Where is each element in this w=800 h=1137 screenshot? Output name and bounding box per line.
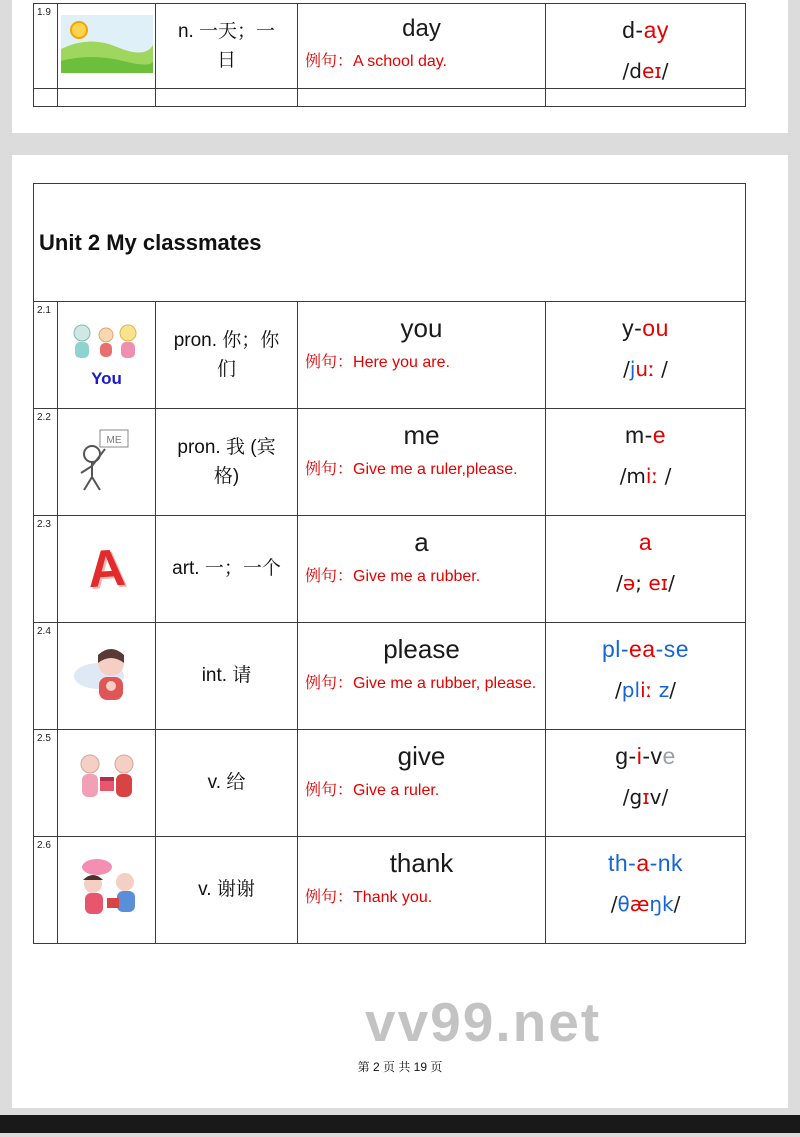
- word-meaning: pron. 我 (宾格): [177, 436, 276, 487]
- example-text: Give me a ruler,please.: [353, 461, 518, 478]
- meaning-cell: [156, 409, 298, 516]
- word-meaning: int. 请: [201, 665, 252, 687]
- word-spelling: pl-ea-se: [601, 636, 690, 662]
- row-index-cell: [34, 837, 58, 944]
- row-index: 2.5: [37, 733, 51, 744]
- example-sentence: [298, 665, 545, 694]
- word-image-cell: [58, 623, 156, 730]
- phonetic-transcription: /miː /: [619, 464, 672, 488]
- vocab-row: [34, 837, 746, 944]
- word: you: [400, 313, 443, 343]
- phonetic-transcription: /gɪv/: [622, 785, 669, 809]
- word: me: [403, 420, 440, 450]
- word-image-cell: [58, 4, 156, 89]
- unit-header-cell: [34, 184, 746, 302]
- word-cell: [298, 516, 546, 623]
- word: give: [397, 741, 446, 771]
- word-image-cell: [58, 730, 156, 837]
- row-index-cell: [34, 4, 58, 89]
- example-sentence: [298, 772, 545, 801]
- unit-title: Unit 2 My classmates: [39, 229, 262, 255]
- example-sentence: [298, 451, 545, 480]
- word-cell: [298, 623, 546, 730]
- example-label: 例句：: [305, 782, 354, 799]
- word-cell: [298, 409, 546, 516]
- example-text: Give a ruler.: [353, 782, 440, 799]
- pleading-woman-illustration: [71, 642, 143, 706]
- meaning-cell: [156, 516, 298, 623]
- phonetic-transcription: /θæŋk/: [610, 892, 681, 916]
- empty-row: [34, 89, 746, 107]
- word-meaning: pron. 你；你们: [173, 329, 280, 380]
- phonetic-transcription: /ə; eɪ/: [616, 571, 675, 595]
- watermark: vv99.net: [365, 991, 602, 1053]
- phonetic-transcription: /juː /: [623, 357, 668, 381]
- vocab-row: [34, 730, 746, 837]
- pronunciation-cell: [546, 302, 746, 409]
- phonetic-transcription: /pliː z/: [615, 678, 676, 702]
- word-spelling: g-i-ve: [615, 743, 676, 769]
- meaning-cell: [156, 623, 298, 730]
- row-index-cell: [34, 409, 58, 516]
- meaning-cell: [156, 4, 298, 89]
- word: thank: [389, 848, 454, 878]
- row-index: 2.4: [37, 626, 51, 637]
- example-sentence: [298, 344, 545, 373]
- row-index: 2.1: [37, 305, 51, 316]
- vocab-row: [34, 302, 746, 409]
- example-text: Here you are.: [353, 354, 450, 371]
- me-sign-text: ME: [106, 434, 121, 446]
- word-spelling: a: [638, 529, 653, 555]
- word-image-cell: [58, 409, 156, 516]
- vocab-row: [34, 4, 746, 89]
- word-meaning: n. 一天；一日: [177, 20, 276, 71]
- word-meaning: art. 一；一个: [172, 558, 281, 580]
- example-label: 例句：: [305, 675, 354, 692]
- vocab-row: [34, 623, 746, 730]
- word-spelling: d-ay: [622, 17, 669, 43]
- word-spelling: y-ou: [622, 315, 669, 341]
- row-index-cell: [34, 730, 58, 837]
- word-cell: [298, 302, 546, 409]
- word-image-cell: [58, 516, 156, 623]
- word: day: [402, 15, 441, 42]
- example-label: 例句：: [305, 354, 354, 371]
- pronunciation-cell: [546, 4, 746, 89]
- viewer-bottom-bar: [0, 1115, 800, 1133]
- children-giving-gift-illustration: [74, 749, 140, 813]
- row-index-cell: [34, 623, 58, 730]
- example-label: 例句：: [305, 53, 354, 70]
- row-index-cell: [34, 302, 58, 409]
- pronunciation-cell: [546, 837, 746, 944]
- word-cell: [298, 730, 546, 837]
- page-number-footer: 第 2 页 共 19 页: [357, 1060, 443, 1074]
- row-index-cell: [34, 516, 58, 623]
- children-thanking-illustration: [67, 857, 147, 919]
- example-text: A school day.: [353, 53, 447, 70]
- red-letter-a-illustration: A: [85, 538, 128, 600]
- row-index: 2.2: [37, 412, 51, 423]
- example-text: Thank you.: [353, 889, 433, 906]
- pronunciation-cell: [546, 516, 746, 623]
- example-text: Give me a rubber.: [353, 568, 481, 585]
- word-meaning: v. 谢谢: [198, 879, 255, 901]
- word: please: [383, 634, 460, 664]
- example-sentence: [298, 879, 545, 908]
- stick-figure-me-sign-illustration: [72, 427, 142, 493]
- vocab-row: [34, 516, 746, 623]
- word: a: [414, 527, 429, 557]
- meaning-cell: [156, 302, 298, 409]
- word-cell: [298, 4, 546, 89]
- example-label: 例句：: [305, 461, 354, 478]
- word-spelling: th-a-nk: [607, 850, 684, 876]
- word-cell: [298, 837, 546, 944]
- example-label: 例句：: [305, 889, 354, 906]
- vocab-table-unit2: [33, 183, 746, 944]
- example-sentence: [298, 43, 545, 72]
- unit-header-row: [34, 184, 746, 302]
- word-image-cell: [58, 302, 156, 409]
- row-index: 2.3: [37, 519, 51, 530]
- example-text: Give me a rubber, please.: [353, 675, 537, 692]
- pronunciation-cell: [546, 623, 746, 730]
- vocab-table-page1: [33, 3, 746, 107]
- sunrise-landscape-illustration: [61, 15, 153, 73]
- row-index: 2.6: [37, 840, 51, 851]
- vocab-row: [34, 409, 746, 516]
- word-meaning: v. 给: [207, 772, 246, 794]
- meaning-cell: [156, 837, 298, 944]
- pronunciation-cell: [546, 409, 746, 516]
- word-spelling: m-e: [624, 422, 667, 448]
- document-page-2: [12, 155, 788, 1108]
- example-sentence: [298, 558, 545, 587]
- example-label: 例句：: [305, 568, 354, 585]
- pronunciation-cell: [546, 730, 746, 837]
- document-page-1: [12, 0, 788, 133]
- phonetic-transcription: /deɪ/: [622, 59, 669, 83]
- meaning-cell: [156, 730, 298, 837]
- row-index: 1.9: [37, 7, 51, 18]
- word-image-cell: [58, 837, 156, 944]
- image-caption: You: [91, 369, 122, 388]
- group-of-people-illustration: [68, 321, 146, 363]
